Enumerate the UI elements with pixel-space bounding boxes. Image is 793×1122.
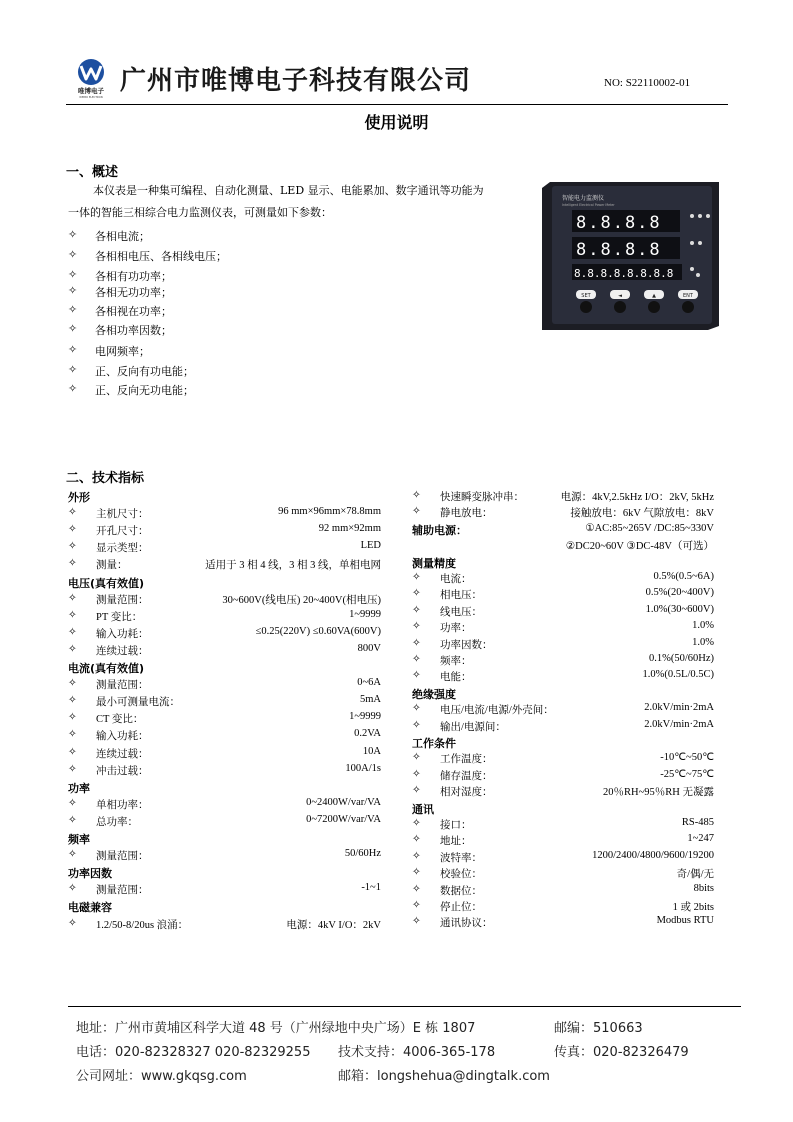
spec-row [412,850,714,867]
spec-label: 开孔尺寸： [96,526,149,538]
list-item [68,382,468,398]
list-item-label: 各相有功功率； [95,270,172,283]
spec-label: 冲击过载： [96,765,149,777]
bullet-icon: ✧ [68,541,77,553]
bullet-icon: ✧ [412,670,421,682]
spec-value: 0.5%(0.5~6A) [653,571,714,582]
spec-label: 测量： [96,560,128,572]
meter-button-set: SET [581,293,591,299]
spec-value: 1.0%(30~600V) [645,603,714,615]
bullet-icon: ✧ [412,588,421,600]
spec-value: 电源：4kV,2.5kHz I/O：2kV, 5kHz [560,492,714,503]
bullet-icon: ✧ [68,303,78,316]
spec-row [412,751,714,768]
spec-row [68,609,381,626]
spec-label: 电压/电流/电源/外壳间： [440,705,554,717]
bullet-icon: ✧ [412,867,421,879]
spec-value: 1 或 2bits [672,902,714,913]
list-item-label: 各相相电压、各相线电压； [95,250,227,263]
spec-row [68,523,381,540]
spec-value: 8bits [693,882,714,894]
bullet-icon: ✧ [412,850,421,862]
list-item-label: 各相电流； [95,230,150,243]
spec-value: -10℃~50℃ [660,752,714,764]
spec-value: 1~247 [687,833,714,845]
meter-button-left: ◄ [618,293,622,299]
spec-row [68,694,381,711]
spec-label: 相电压： [440,590,482,602]
logo-subtext: WEIBO ELECTRON [79,96,103,98]
spec-value: 0~6A [357,677,381,689]
overview-intro-line1: 本仪表是一种集可编程、自动化测量、LED 显示、电能累加、数字通讯等功能为 [93,184,484,197]
bullet-icon: ✧ [412,604,421,616]
meter-display-2: 8.8.8.8 [576,240,662,260]
list-item-label: 电网频率； [95,345,150,358]
spec-label: 最小可测量电流： [96,697,180,709]
meter-sublabel: Intelligent Electrical Power Meter [562,203,615,207]
spec-label: 静电放电： [440,508,493,520]
spec-row [412,505,714,522]
spec-section-heading: 功率 [68,781,90,795]
spec-value: 电源：4kV I/O：2kV [286,919,381,931]
spec-section-heading: 绝缘强度 [412,687,456,701]
bullet-icon: ✧ [68,507,77,519]
spec-label: 相对湿度： [440,787,493,799]
list-item [68,343,468,359]
spec-label: 通讯协议： [440,918,493,930]
spec-row [68,848,381,865]
spec-label: 测量范围： [96,594,149,606]
list-item-label: 正、反向无功电能； [95,384,194,397]
spec-section-heading: 工作条件 [412,737,456,750]
spec-value: 800V [357,642,381,654]
spec-label: 校验位： [440,869,482,881]
spec-label: 接口： [440,820,472,831]
bullet-icon: ✧ [412,785,421,797]
bullet-icon: ✧ [412,703,421,715]
spec-label: 波特率： [440,852,482,864]
list-item-label: 各相无功功率； [95,286,172,299]
list-item [68,284,468,300]
bullet-icon: ✧ [68,917,77,929]
list-item [68,228,468,244]
spec-value: 1.0% [692,620,714,632]
bullet-icon: ✧ [68,883,77,895]
spec-value: 50/60Hz [344,848,381,860]
spec-row [68,711,381,728]
list-item [68,322,468,338]
bullet-icon: ✧ [68,626,77,638]
spec-label: 输入功耗： [96,731,149,743]
spec-label: 工作温度： [440,754,493,766]
bullet-icon: ✧ [68,678,77,690]
spec-label: 储存温度： [440,770,493,782]
spec-row [412,489,714,506]
meter-button-up: ▲ [652,293,656,299]
spec-label: PT 变比： [96,611,143,623]
spec-value: 1.0%(0.5L/0.5C) [642,669,714,681]
spec-row [412,538,714,555]
spec-value: 0~2400W/var/VA [306,796,381,808]
spec-label: 连续过载： [96,645,149,657]
spec-row [412,833,714,850]
spec-section-heading: 外形 [68,491,90,504]
spec-value: 0.1%(50/60Hz) [648,653,714,664]
bullet-icon: ✧ [68,382,78,395]
footer-website: 公司网址：www.gkqsg.com [76,1069,247,1084]
spec-row [412,604,714,621]
spec-value: 2.0kV/min·2mA [644,702,714,714]
spec-value: -1~1 [361,882,381,894]
spec-label: 单相功率： [96,799,149,811]
list-item [68,363,468,379]
spec-section-heading: 通讯 [412,802,434,816]
spec-row [68,882,381,899]
company-logo [74,58,108,98]
bullet-icon: ✧ [68,558,77,570]
spec-row [68,814,381,831]
spec-row [412,899,714,916]
spec-row [68,557,381,574]
bullet-icon: ✧ [68,814,77,826]
logo-text: 唯博电子 [78,87,104,95]
spec-value: 1.0% [692,636,714,648]
spec-label: 测量范围： [96,851,149,863]
spec-section-heading: 功率因数 [68,867,112,881]
spec-row [412,915,714,932]
spec-value: RS-485 [681,817,714,828]
bullet-icon: ✧ [68,695,77,707]
spec-value: 1200/2400/4800/9600/19200 [592,849,714,861]
spec-label: 线电压： [440,606,482,618]
header-divider [66,104,728,105]
spec-value: LED [360,540,381,552]
spec-label: 测量范围： [96,885,149,897]
bullet-icon: ✧ [68,322,78,335]
spec-value: 1~9999 [349,711,381,723]
spec-row [68,626,381,643]
spec-row [68,797,381,814]
spec-row [68,540,381,557]
list-item-label: 正、反向有功电能； [95,365,194,378]
footer-email: 邮箱：longshehua@dingtalk.com [338,1069,550,1084]
spec-section-heading: 电压(真有效值) [68,576,145,590]
spec-row [412,653,714,670]
spec-row [412,522,714,539]
list-item-label: 各相功率因数； [95,324,172,337]
bullet-icon: ✧ [68,643,77,655]
bullet-icon: ✧ [68,797,77,809]
bullet-icon: ✧ [68,343,78,356]
bullet-icon: ✧ [412,818,421,829]
bullet-icon: ✧ [68,763,77,775]
spec-label: 输入功耗： [96,628,149,640]
footer-support: 技术支持：4006-365-178 [338,1045,496,1060]
bullet-icon: ✧ [68,592,77,604]
list-item [68,303,468,319]
footer-fax: 传真：020-82326479 [554,1045,689,1060]
bullet-icon: ✧ [412,916,421,928]
spec-label: 电能： [440,672,472,684]
spec-value: 20％RH~95％RH 无凝露 [603,787,714,799]
bullet-icon: ✧ [68,712,77,724]
bullet-icon: ✧ [68,849,77,861]
spec-value: 奇/偶/无 [676,869,714,881]
spec-label: 测量范围： [96,680,149,692]
spec-label: 电流： [440,574,472,585]
meter-display-3: 8.8.8.8.8.8.8.8 [574,267,674,280]
spec-value: ≤0.25(220V) ≤0.60VA(600V) [255,625,381,637]
spec-row [412,620,714,637]
tech-heading: 二、技术指标 [66,471,145,486]
bullet-icon: ✧ [412,621,421,633]
bullet-icon: ✧ [412,768,421,780]
bullet-icon: ✧ [412,900,421,911]
spec-row [412,719,714,736]
spec-label: 停止位： [440,902,482,913]
bullet-icon: ✧ [68,248,78,261]
spec-value: 96 mm×96mm×78.8mm [278,506,381,518]
footer-postcode: 邮编：510663 [554,1021,643,1036]
spec-section-heading: 测量精度 [412,556,456,570]
spec-row [412,768,714,785]
spec-row [412,587,714,604]
bullet-icon: ✧ [412,490,421,501]
spec-label: 主机尺寸： [96,509,149,521]
spec-row [68,746,381,763]
spec-row [412,817,714,834]
bullet-icon: ✧ [412,883,421,895]
bullet-icon: ✧ [412,719,421,731]
spec-label: 功率： [440,623,472,635]
list-item [68,248,468,264]
spec-label: 地址： [440,836,472,848]
spec-label: 显示类型： [96,543,149,555]
bullet-icon: ✧ [412,572,421,583]
spec-value: ①AC:85~265V /DC:85~330V [585,522,714,534]
list-item-label: 各相视在功率； [95,305,172,318]
spec-value: -25℃~75℃ [660,768,714,780]
spec-value: 2.0kV/min·2mA [644,718,714,730]
footer-divider [68,1006,741,1007]
spec-row [412,637,714,654]
spec-section-heading: 电流(真有效值) [68,662,145,675]
spec-row [412,883,714,900]
bullet-icon: ✧ [412,654,421,665]
spec-value: 10A [362,745,381,757]
bullet-icon: ✧ [68,729,77,741]
spec-value: 适用于 3 相 4 线，3 相 3 线，单相电网 [205,560,381,572]
bullet-icon: ✧ [68,284,78,297]
spec-value: 100A/1s [345,762,381,774]
bullet-icon: ✧ [68,363,78,376]
spec-value: 30~600V(线电压) 20~400V(相电压) [222,594,381,606]
spec-value: 5mA [360,694,381,706]
spec-value: Modbus RTU [656,915,714,927]
spec-row [68,917,381,934]
overview-heading: 一、概述 [66,165,119,180]
spec-value: 0~7200W/var/VA [306,813,381,825]
spec-label: CT 变比： [96,714,144,726]
document-number: NO: S22110002-01 [604,77,691,89]
bullet-icon: ✧ [68,609,77,621]
footer-phone: 电话：020-82328327 020-82329255 [76,1045,311,1060]
spec-row [412,784,714,801]
bullet-icon: ✧ [68,228,78,241]
bullet-icon: ✧ [68,268,78,281]
list-item [68,268,468,284]
bullet-icon: ✧ [68,524,77,536]
spec-value: 接触放电：6kV 气隙放电：8kV [570,508,714,520]
spec-value: 0.2VA [354,728,381,740]
spec-label: 1.2/50-8/20us 浪涌： [96,919,189,931]
spec-value: 0.5%(20~400V) [645,587,714,599]
bullet-icon: ✧ [412,637,421,649]
spec-value: ②DC20~60V ③DC-48V（可选） [565,541,714,553]
bullet-icon: ✧ [412,834,421,846]
bullet-icon: ✧ [68,746,77,758]
spec-section-heading: 电磁兼容 [68,901,112,915]
spec-label: 输出/电源间： [440,721,506,733]
company-name: 广州市唯博电子科技有限公司 [120,66,472,96]
spec-label: 快速瞬变脉冲串： [440,492,524,503]
spec-value: 92 mm×92mm [318,523,381,535]
meter-button-enter: ENT [683,293,693,299]
spec-row [68,506,381,523]
spec-label: 数据位： [440,885,482,897]
spec-row [68,728,381,745]
overview-intro-line2: 一体的智能三相综合电力监测仪表，可测量如下参数： [68,206,332,219]
meter-photo [538,180,719,332]
meter-label: 智能电力监测仪 [562,195,605,202]
spec-row [68,643,381,660]
spec-row [68,763,381,780]
spec-row [412,669,714,686]
page-title: 使用说明 [364,113,429,132]
bullet-icon: ✧ [412,752,421,764]
footer-address: 地址：广州市黄埔区科学大道 48 号（广州绿地中央广场）E 栋 1807 [76,1021,476,1036]
spec-row [68,592,381,609]
bullet-icon: ✧ [412,506,421,518]
spec-section-heading: 辅助电源： [412,523,467,537]
spec-row [412,702,714,719]
spec-row [68,677,381,694]
meter-display-1: 8.8.8.8 [576,213,662,233]
spec-label: 连续过载： [96,748,149,760]
spec-label: 总功率： [96,816,138,828]
spec-row [412,571,714,588]
spec-label: 功率因数： [440,639,493,651]
spec-section-heading: 频率 [68,833,90,846]
spec-row [412,866,714,883]
spec-label: 频率： [440,656,472,667]
spec-value: 1~9999 [349,608,381,620]
